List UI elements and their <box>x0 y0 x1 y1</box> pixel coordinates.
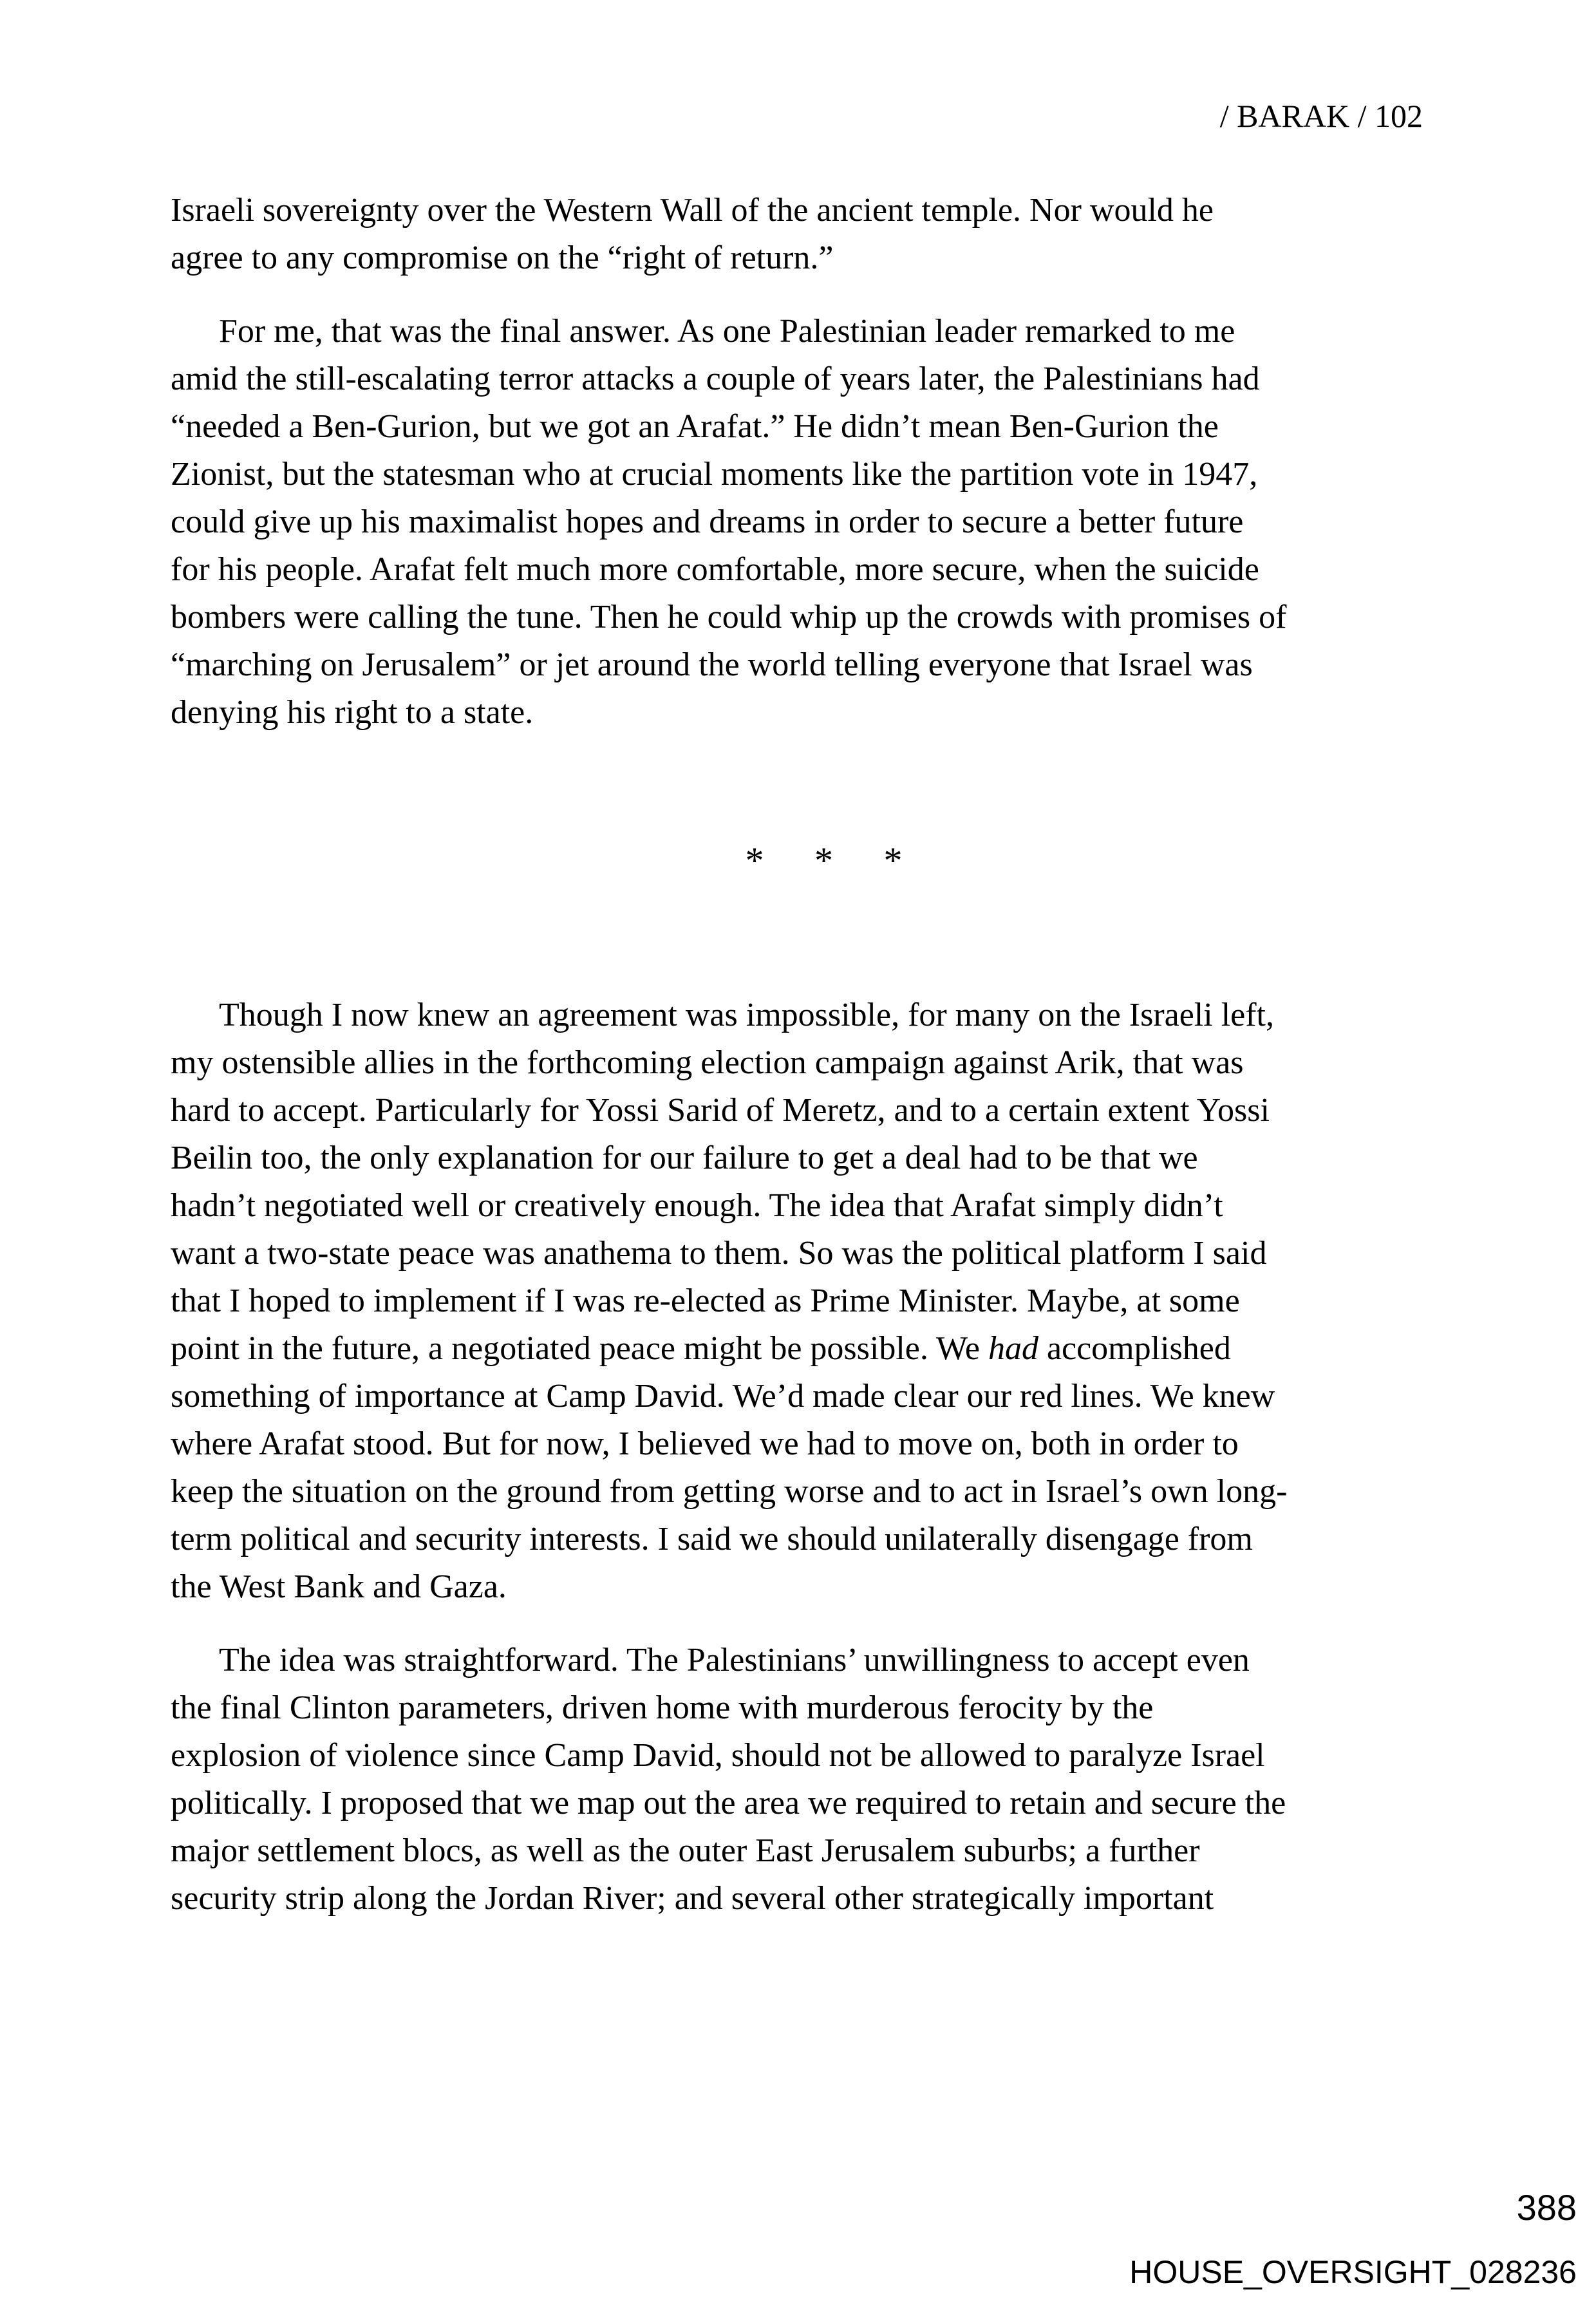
text-line: politically. I proposed that we map out the area we required to retain and secure the <box>171 1785 1286 1821</box>
text-line: “needed a Ben-Gurion, but we got an Arafat.” He didn’t mean Ben-Gurion the <box>171 408 1219 445</box>
text-block-top <box>171 187 1458 737</box>
text-line: hadn’t negotiated well or creatively enough. The idea that Arafat simply didn’t <box>171 1187 1223 1224</box>
section-break-asterisks: * * * <box>745 840 903 881</box>
running-header: / BARAK / 102 <box>1219 98 1423 134</box>
text-line: the final Clinton parameters, driven home with murderous ferocity by the <box>171 1689 1154 1726</box>
text-line: something of importance at Camp David. We’d made clear our red lines. We knew <box>171 1378 1275 1415</box>
text-line <box>171 1325 1458 1373</box>
text-line: want a two-state peace was anathema to them. So was the political platform I said <box>171 1235 1267 1272</box>
text-line: my ostensible allies in the forthcoming election campaign against Arik, that was <box>171 1044 1244 1081</box>
text-line: Israeli sovereignty over the Western Wall of the ancient temple. Nor would he <box>171 192 1214 229</box>
text-line: where Arafat stood. But for now, I believed we had to move on, both in order to <box>171 1425 1239 1462</box>
text-line: security strip along the Jordan River; and several other strategically important <box>171 1880 1214 1917</box>
paragraph <box>171 992 1458 1611</box>
text-line: For me, that was the final answer. As one Palestinian leader remarked to me <box>219 313 1235 350</box>
paragraph <box>171 187 1458 282</box>
text-line: keep the situation on the ground from getting worse and to act in Israel’s own long- <box>171 1473 1288 1510</box>
text-line: Though I now knew an agreement was impossible, for many on the Israeli left, <box>219 997 1274 1033</box>
paragraph <box>171 308 1458 737</box>
text-line: the West Bank and Gaza. <box>171 1568 507 1605</box>
bates-stamp: HOUSE_OVERSIGHT_028236 <box>1129 2254 1577 2290</box>
text-line: amid the still-escalating terror attacks a couple of years later, the Palestinians had <box>171 361 1260 397</box>
text-line: term political and security interests. I said we should unilaterally disengage from <box>171 1521 1253 1557</box>
text-line: for his people. Arafat felt much more comfortable, more secure, when the suicide <box>171 551 1259 588</box>
text-line: could give up his maximalist hopes and dreams in order to secure a better future <box>171 503 1244 540</box>
paragraph <box>171 1637 1458 1922</box>
text-line: bombers were calling the tune. Then he could whip up the crowds with promises of <box>171 599 1287 635</box>
page-number: 388 <box>1516 2187 1577 2228</box>
text-line: Beilin too, the only explanation for our failure to get a deal had to be that we <box>171 1140 1198 1176</box>
text-line: “marching on Jerusalem” or jet around the world telling everyone that Israel was <box>171 646 1253 683</box>
text-line: hard to accept. Particularly for Yossi Sarid of Meretz, and to a certain extent Yossi <box>171 1092 1270 1129</box>
text-line: agree to any compromise on the “right of return.” <box>171 240 834 276</box>
text-line: denying his right to a state. <box>171 694 534 731</box>
text-line: explosion of violence since Camp David, should not be allowed to paralyze Israel <box>171 1737 1265 1774</box>
text-line: The idea was straightforward. The Palestinians’ unwillingness to accept even <box>219 1642 1250 1678</box>
text-line: major settlement blocs, as well as the outer East Jerusalem suburbs; a further <box>171 1832 1200 1869</box>
text-span: point in the future, a negotiated peace might be possible. We <box>171 1330 988 1367</box>
text-span: accomplished <box>1038 1330 1231 1367</box>
italic-text: had <box>988 1330 1038 1367</box>
text-line: Zionist, but the statesman who at crucial moments like the partition vote in 1947, <box>171 456 1258 493</box>
text-line: that I hoped to implement if I was re-elected as Prime Minister. Maybe, at some <box>171 1283 1240 1319</box>
text-block-bottom <box>171 992 1458 1922</box>
